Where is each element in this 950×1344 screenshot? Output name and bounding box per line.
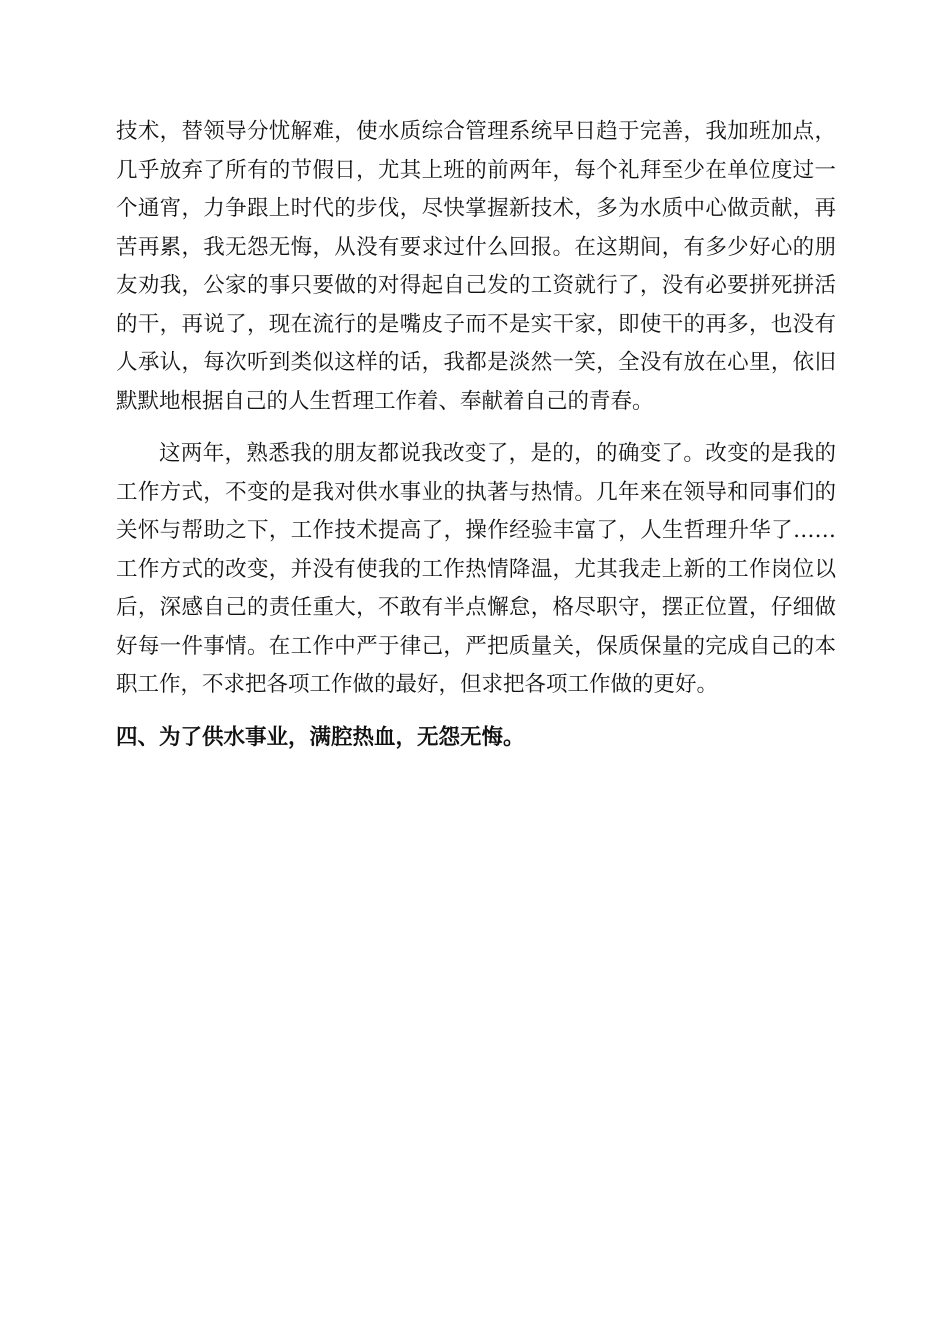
document-page [116,113,836,757]
section-heading: 四、为了供水事业，满腔热血，无怨无悔。 [116,724,525,750]
paragraph-change: 这两年，熟悉我的朋友都说我改变了，是的，的确变了。改变的是我的工作方式，不变的是我对供水事业的执著与热情。几年来在领导和同事们的关怀与帮助之下，工作技术提高了，操作经验丰富了，人生哲理升华了……工作方式的改变，并没有使我的工作热情降温，尤其我走上新的工作岗位以后，深感自己的责任重大，不敢有半点懈怠，格尽职守，摆正位置，仔细做好每一件事情。在工作中严于律己，严把质量关，保质保量的完成自己的本职工作，不求把各项工作做的最好，但求把各项工作做的更好。 [116,441,836,697]
paragraph-continuation: 技术，替领导分忧解难，使水质综合管理系统早日趋于完善，我加班加点，几乎放弃了所有的节假日，尤其上班的前两年，每个礼拜至少在单位度过一个通宵，力争跟上时代的步伐，尽快掌握新技术，多为水质中心做贡献，再苦再累，我无怨无悔，从没有要求过什么回报。在这期间，有多少好心的朋友劝我，公家的事只要做的对得起自己发的工资就行了，没有必要拼死拼活的干，再说了，现在流行的是嘴皮子而不是实干家，即使干的再多，也没有人承认，每次听到类似这样的话，我都是淡然一笑，全没有放在心里，依旧默默地根据自己的人生哲理工作着、奉献着自己的青春。 [116,119,836,414]
